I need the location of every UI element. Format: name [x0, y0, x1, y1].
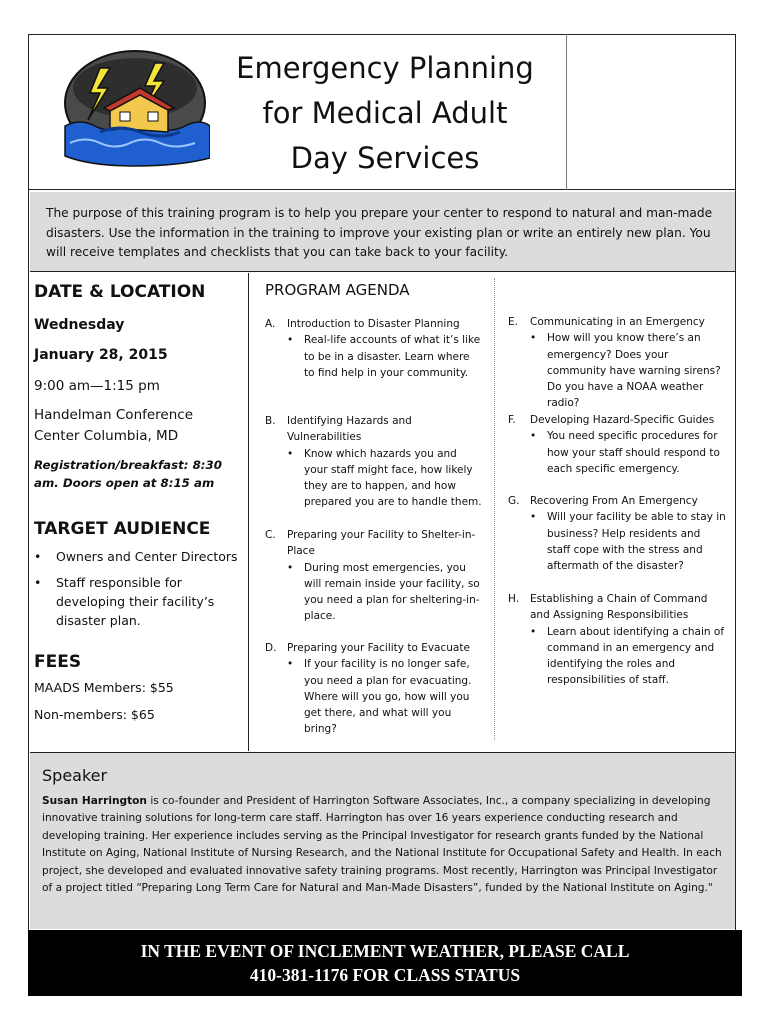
- banner-line: 410-381-1176 FOR CLASS STATUS: [249, 965, 521, 985]
- speaker-heading: Speaker: [42, 766, 108, 785]
- agenda-bullet: During most emergencies, you will remain inside your facility, so you need a plan for sheltering-in-place.: [304, 561, 480, 623]
- agenda-title: Preparing your Facility to Evacuate: [287, 642, 470, 654]
- agenda-title: Preparing your Facility to Shelter-in-Place: [287, 529, 476, 558]
- list-item: • Staff responsible for developing their facility’s disaster plan.: [34, 573, 244, 630]
- target-audience-list: [34, 547, 244, 637]
- agenda-letter: E.: [508, 316, 518, 328]
- event-venue: [34, 405, 234, 447]
- agenda-letter: F.: [508, 414, 516, 426]
- agenda-bullet: If your facility is no longer safe, you need a plan for evacuating. Where will you go, how will you get there, and what will you bring?: [304, 658, 472, 736]
- event-date: January 28, 2015: [34, 347, 168, 363]
- speaker-bio: [42, 793, 724, 897]
- agenda-item-b: [265, 413, 483, 511]
- date-location-heading: DATE & LOCATION: [34, 282, 206, 302]
- agenda-item-d: [265, 640, 483, 738]
- fee-non-members: Non-members: $65: [34, 707, 155, 722]
- fee-members: MAADS Members: $55: [34, 680, 174, 695]
- page-title: [215, 46, 555, 181]
- bullet-icon: •: [530, 511, 537, 524]
- title-line: for Medical Adult: [262, 96, 508, 130]
- venue-line: Center Columbia, MD: [34, 428, 179, 444]
- agenda-letter: B.: [265, 415, 276, 427]
- event-time: 9:00 am—1:15 pm: [34, 378, 160, 394]
- purpose-box: The purpose of this training program is to help you prepare your center to respond to natural and man-made disasters. Use the information in the training to improve your existing plan or write an entirely new plan. You will receive templates and checklists that you can take back to your facility.: [30, 192, 735, 272]
- bullet-icon: •: [287, 334, 294, 347]
- agenda-item-g: [508, 493, 726, 574]
- bullet-icon: •: [287, 447, 294, 460]
- agenda-bullet: Learn about identifying a chain of command in an emergency and identifying the roles and responsibilities of staff.: [547, 625, 725, 687]
- bullet-icon: •: [287, 658, 294, 671]
- agenda-bullet: You need specific procedures for how your staff should respond to each specific emergency.: [547, 430, 720, 475]
- storm-house-icon: [60, 48, 210, 178]
- agenda-letter: G.: [508, 495, 520, 507]
- agenda-title: Developing Hazard-Specific Guides: [530, 414, 715, 426]
- agenda-item-c: [265, 527, 483, 625]
- agenda-letter: D.: [265, 642, 277, 654]
- agenda-title: Communicating in an Emergency: [530, 316, 705, 328]
- bullet-icon: •: [530, 430, 537, 443]
- agenda-item-a: [265, 316, 483, 381]
- agenda-bullet: Will your facility be able to stay in business? Help residents and staff cope with the stress and aftermath of the disaster?: [547, 511, 726, 573]
- agenda-letter: A.: [265, 318, 276, 330]
- agenda-item-e: [508, 314, 726, 412]
- agenda-bullet: Real-life accounts of what it’s like to be in a disaster. Learn where to find help in your community.: [304, 334, 481, 379]
- banner-line: IN THE EVENT OF INCLEMENT WEATHER, PLEASE CALL: [140, 941, 630, 961]
- agenda-item-h: [508, 591, 726, 689]
- agenda-title: Introduction to Disaster Planning: [287, 318, 460, 330]
- venue-line: Handelman Conference: [34, 407, 194, 423]
- header-divider: [566, 34, 567, 190]
- program-agenda-heading: PROGRAM AGENDA: [265, 281, 410, 299]
- bullet-icon: •: [530, 625, 537, 638]
- agenda-bullet: Know which hazards you and your staff might face, how likely they are to happen, and how prepared you are to handle them.: [304, 447, 482, 509]
- agenda-title: Identifying Hazards and Vulnerabilities: [287, 415, 412, 444]
- agenda-title: Recovering From An Emergency: [530, 495, 698, 507]
- speaker-name: Susan Harrington: [42, 795, 147, 807]
- list-item: • Owners and Center Directors: [34, 547, 244, 566]
- fees-heading: FEES: [34, 652, 82, 672]
- agenda-letter: C.: [265, 529, 276, 541]
- bullet-icon: •: [287, 561, 294, 574]
- agenda-title: Establishing a Chain of Command and Assigning Responsibilities: [530, 593, 708, 622]
- title-line: Day Services: [290, 141, 480, 175]
- agenda-letter: H.: [508, 593, 520, 605]
- target-audience-heading: TARGET AUDIENCE: [34, 519, 211, 539]
- agenda-item-f: [508, 412, 726, 477]
- weather-banner: [28, 930, 742, 996]
- title-line: Emergency Planning: [236, 51, 534, 85]
- agenda-divider: [494, 278, 495, 740]
- event-day: Wednesday: [34, 317, 125, 333]
- agenda-bullet: How will you know there’s an emergency? Does your community have warning sirens? Do you have a NOAA weather radio?: [547, 332, 721, 410]
- bullet-icon: •: [530, 332, 537, 345]
- registration-note: Registration/breakfast: 8:30 am. Doors open at 8:15 am: [34, 458, 222, 490]
- speaker-bio-text: is co-founder and President of Harrington Software Associates, Inc., a company specializing in developing innovative training solutions for long-term care staff. Harrington has over 16 years experience conducting research and developing training. Her experience includes serving as the Principal Investigator for research grants funded by the National Institute on Aging, National Institute of Nursing Research, and the National Institute for Occupational Safety and Health. In each project, she developed and evaluated innovative safety training programs. Most recently, Harrington was Principal Investigator of a project titled “Preparing Long Term Care for Natural and Man-Made Disasters”, funded by the National Institute on Aging.": [42, 795, 722, 895]
